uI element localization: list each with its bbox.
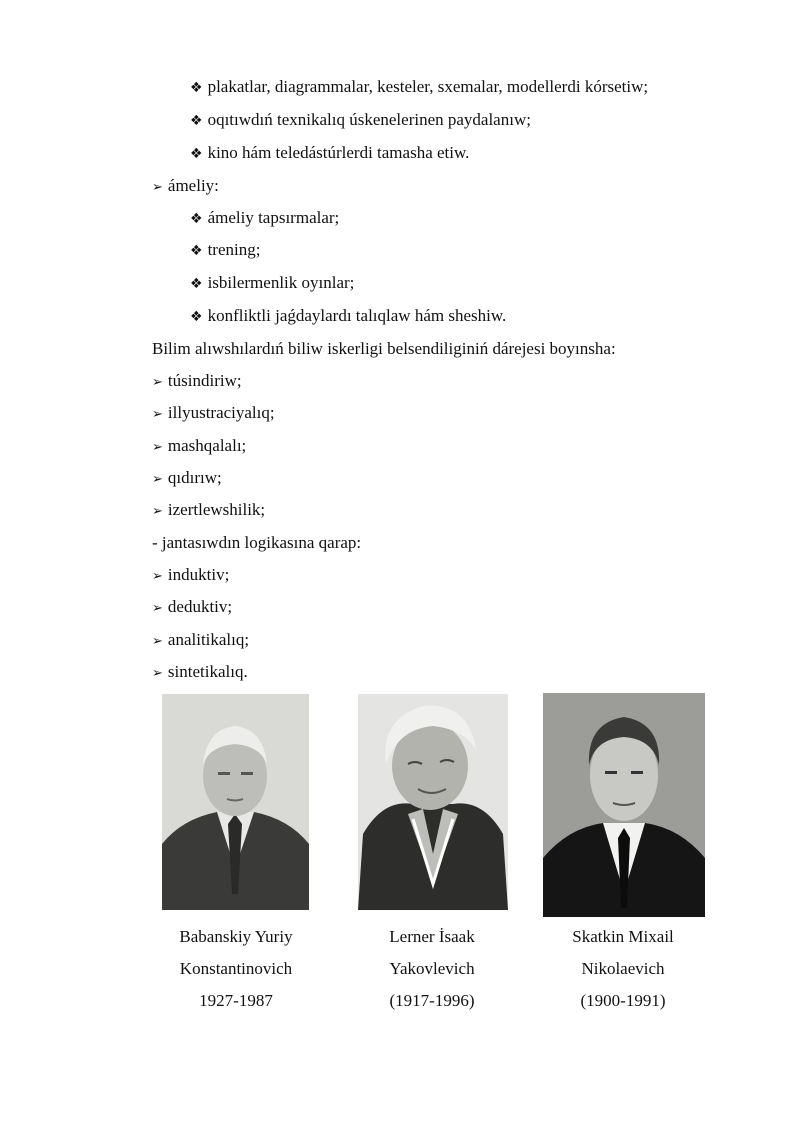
caption-skatkin <box>523 921 723 1017</box>
caption-years: (1900-1991) <box>580 991 666 1010</box>
line-12 <box>152 467 222 491</box>
line-18 <box>152 661 248 685</box>
line-14 <box>152 532 361 554</box>
diamond-bullet-icon: ❖ <box>190 243 203 259</box>
portrait-photo-skatkin <box>543 693 705 917</box>
caption-babanskiy <box>136 921 336 1017</box>
line-text: plakatlar, diagrammalar, kesteler, sxemalar, modellerdi kórsetiw; <box>207 77 649 96</box>
arrow-bullet-icon: ➢ <box>152 407 163 422</box>
arrow-bullet-icon: ➢ <box>152 440 163 455</box>
line-text: túsindiriw; <box>167 371 242 390</box>
caption-name-line: Nikolaevich <box>581 959 665 978</box>
line-text: ámeliy tapsırmalar; <box>207 208 340 227</box>
diamond-bullet-icon: ❖ <box>190 146 203 162</box>
line-text: ámeliy: <box>167 176 219 195</box>
line-4 <box>190 207 339 230</box>
line-text: mashqalalı; <box>167 436 247 455</box>
diamond-bullet-icon: ❖ <box>190 211 203 227</box>
line-text: qıdırıw; <box>167 468 222 487</box>
line-text: izertlewshilik; <box>167 500 266 519</box>
caption-years: (1917-1996) <box>389 991 475 1010</box>
arrow-bullet-icon: ➢ <box>152 666 163 681</box>
line-5 <box>190 239 260 262</box>
arrow-bullet-icon: ➢ <box>152 601 163 616</box>
caption-lerner <box>332 921 532 1017</box>
line-9 <box>152 370 242 394</box>
line-17 <box>152 629 249 653</box>
arrow-bullet-icon: ➢ <box>152 569 163 584</box>
diamond-bullet-icon: ❖ <box>190 276 203 292</box>
line-text: - jantasıwdın logikasına qarap: <box>152 533 362 552</box>
portrait-photo-babanskiy <box>162 694 309 910</box>
line-6 <box>190 272 354 295</box>
line-text: sintetikalıq. <box>167 662 248 681</box>
line-text: induktiv; <box>167 565 230 584</box>
line-text: oqıtıwdıń texnikalıq úskenelerinen paydalanıw; <box>207 110 531 129</box>
caption-name-line: Yakovlevich <box>389 959 475 978</box>
diamond-bullet-icon: ❖ <box>190 80 203 96</box>
line-2 <box>190 142 469 165</box>
line-text: trening; <box>207 240 261 259</box>
arrow-bullet-icon: ➢ <box>152 375 163 390</box>
arrow-bullet-icon: ➢ <box>152 472 163 487</box>
caption-name-line: Babanskiy Yuriy <box>179 927 293 946</box>
line-15 <box>152 564 229 588</box>
line-text: isbilermenlik oyınlar; <box>207 273 355 292</box>
caption-name-line: Lerner İsaak <box>389 927 475 946</box>
line-text: konfliktli jaǵdaylardı talıqlaw hám sheshiw. <box>207 306 507 325</box>
caption-years: 1927-1987 <box>199 991 273 1010</box>
diamond-bullet-icon: ❖ <box>190 309 203 325</box>
arrow-bullet-icon: ➢ <box>152 634 163 649</box>
line-7 <box>190 305 506 328</box>
diamond-bullet-icon: ❖ <box>190 113 203 129</box>
arrow-bullet-icon: ➢ <box>152 504 163 519</box>
portrait-photo-lerner <box>358 694 508 910</box>
line-text: deduktiv; <box>167 597 233 616</box>
line-text: kino hám teledástúrlerdi tamasha etiw. <box>207 143 470 162</box>
line-8 <box>152 338 616 360</box>
line-0 <box>190 76 648 99</box>
line-10 <box>152 402 275 426</box>
line-3 <box>152 175 219 199</box>
line-11 <box>152 435 246 459</box>
line-16 <box>152 596 232 620</box>
line-text: illyustraciyalıq; <box>167 403 275 422</box>
line-13 <box>152 499 265 523</box>
line-text: Bilim alıwshılardıń biliw iskerligi belsendiliginiń dárejesi boyınsha: <box>152 339 616 358</box>
caption-name-line: Konstantinovich <box>179 959 293 978</box>
line-1 <box>190 109 531 132</box>
caption-name-line: Skatkin Mixail <box>572 927 674 946</box>
arrow-bullet-icon: ➢ <box>152 180 163 195</box>
line-text: analitikalıq; <box>167 630 250 649</box>
